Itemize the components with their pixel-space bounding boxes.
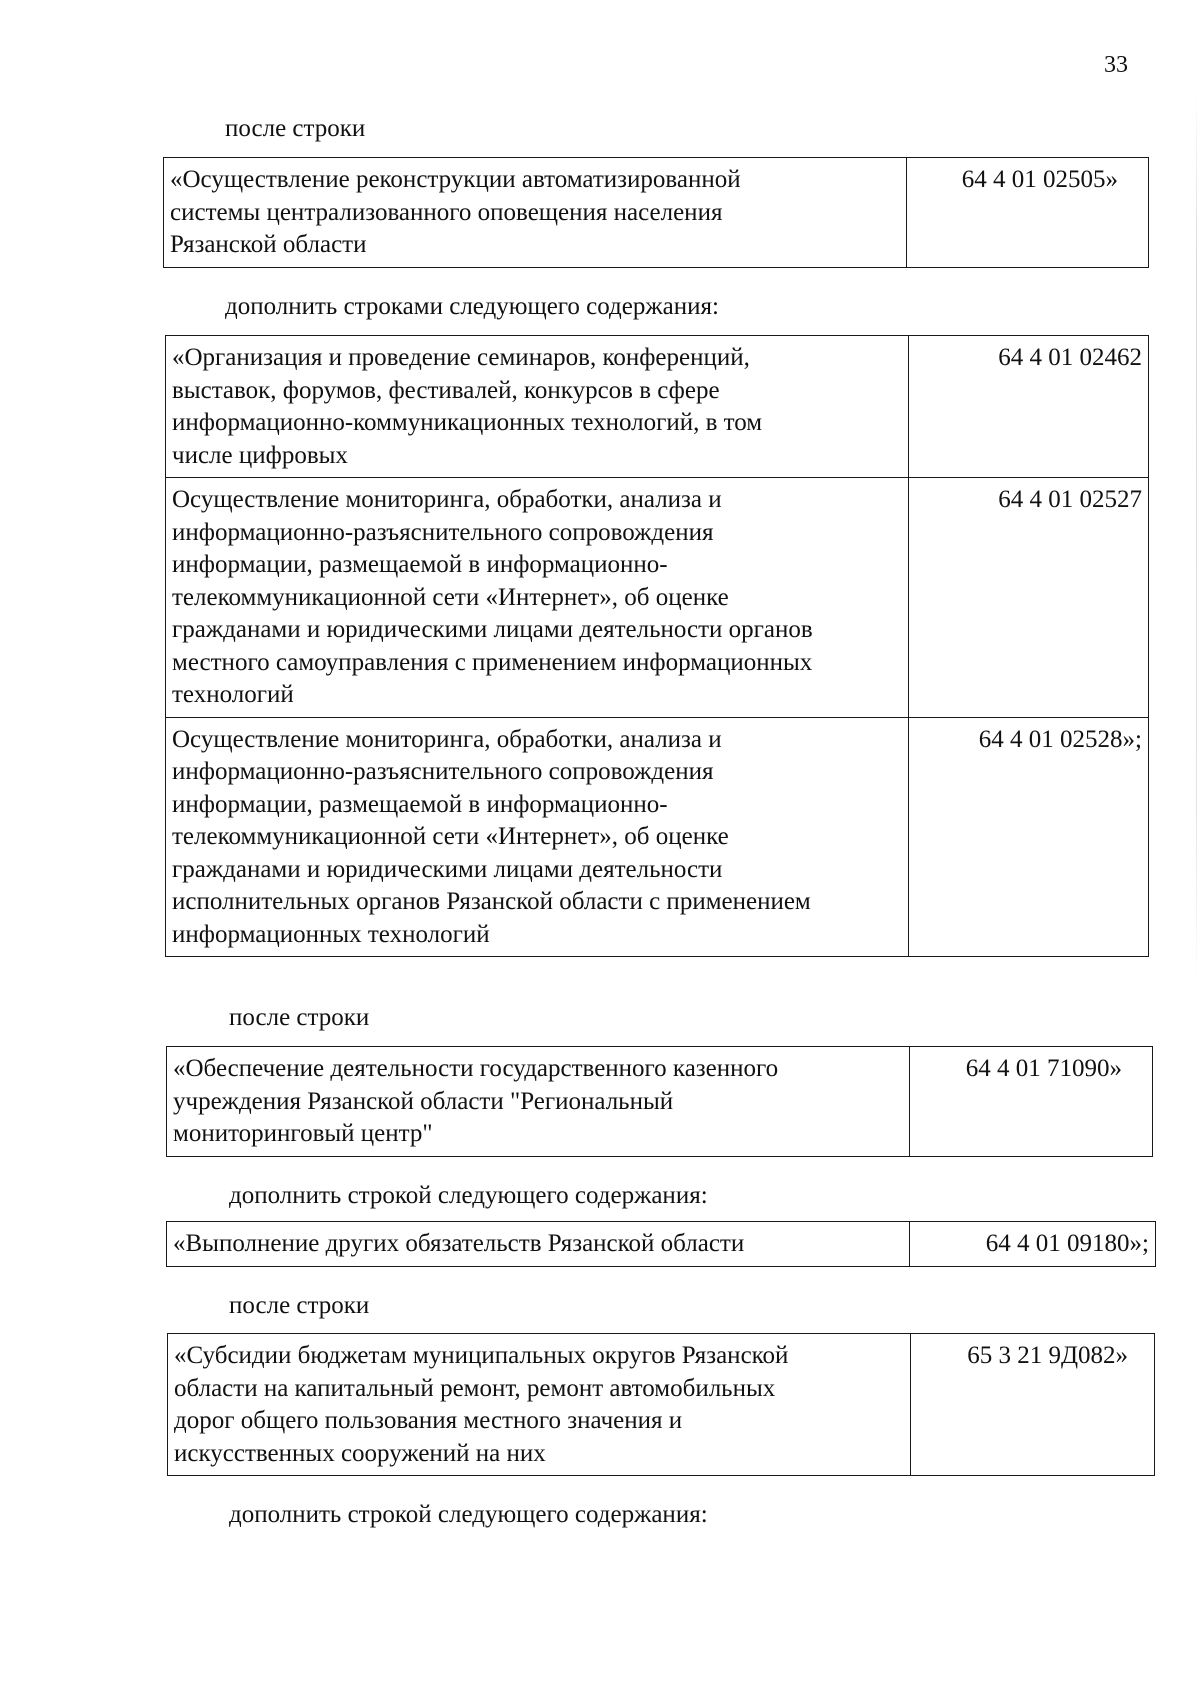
text-line: технологий [172,681,294,708]
table-cell-code: 64 4 01 02462 [909,336,1149,478]
table-cell-code: 64 4 01 02528»; [909,717,1149,957]
text-line: телекоммуникационной сети «Интернет», об оценке [172,823,729,850]
text-line: гражданами и юридическими лицами деятельности органов [172,616,813,643]
text-line: «Субсидии бюджетам муниципальных округов Рязанской [174,1342,789,1369]
text-line: области на капитальный ремонт, ремонт автомобильных [174,1374,776,1402]
table-cell-text [166,336,909,478]
table-row [167,1047,1153,1157]
text-line: информационно-разъяснительного сопровождения [172,518,714,546]
text-line: исполнительных органов Рязанской области с применением [172,888,811,915]
table-cell-text [166,717,909,957]
table-row [166,336,1149,478]
table-cell-text [164,158,907,268]
text-line: мониторинговый центр" [173,1120,433,1147]
table-cell-code: 64 4 01 02527 [909,478,1149,718]
text-line: Осуществление мониторинга, обработки, анализа и [172,486,722,513]
paragraph-after-line: после строки [225,115,366,142]
text-line: местного самоуправления с применением информационных [172,648,813,676]
table-cell-text [166,478,909,718]
text-line: информации, размещаемой в информационно- [172,551,668,578]
text-line: Осуществление мониторинга, обработки, анализа и [172,725,722,753]
page-number: 33 [1104,52,1128,78]
table-cell-text [167,1222,910,1267]
table-cell-code: 65 3 21 9Д082» [911,1334,1155,1476]
paragraph-after-line: после строки [229,1292,370,1319]
text-line: искусственных сооружений на них [174,1439,546,1467]
paragraph-add-lines: дополнить строками следующего содержания: [225,293,719,320]
table-row [168,1334,1155,1476]
table-cell-code: 64 4 01 02505» [907,158,1149,268]
table-row [167,1222,1156,1267]
text-line: «Организация и проведение семинаров, конференций, [172,344,750,371]
paragraph-add-line: дополнить строкой следующего содержания: [229,1182,708,1209]
table-block-1 [163,157,1149,268]
text-line: выставок, форумов, фестивалей, конкурсов в сфере [172,376,720,404]
text-line: информационно-коммуникационных технологий, в том [172,409,763,436]
table-cell-code: 64 4 01 71090» [910,1047,1153,1157]
text-line: гражданами и юридическими лицами деятельности [172,855,723,883]
scan-edge-shadow [1196,90,1197,990]
table-cell-code: 64 4 01 09180»; [910,1222,1156,1267]
table-block-4 [166,1221,1156,1267]
paragraph-add-line: дополнить строкой следующего содержания: [229,1501,708,1528]
text-line: Рязанской области [170,231,367,258]
text-line: учреждения Рязанской области "Региональный [173,1087,674,1115]
text-line: «Осуществление реконструкции автоматизированной [170,166,741,193]
text-line: информационных технологий [172,920,490,948]
text-line: системы централизованного оповещения населения [170,198,723,226]
text-line: дорог общего пользования местного значения и [174,1407,683,1434]
table-block-2 [165,335,1149,957]
text-line: числе цифровых [172,441,348,469]
table-row [166,717,1149,957]
text-line: информации, размещаемой в информационно- [172,790,668,818]
table-row [166,478,1149,718]
table-cell-text [167,1047,910,1157]
text-line: телекоммуникационной сети «Интернет», об оценке [172,583,729,611]
table-cell-text [168,1334,911,1476]
text-line: информационно-разъяснительного сопровождения [172,758,714,785]
text-line: «Обеспечение деятельности государственного казенного [173,1055,779,1082]
table-block-5 [167,1333,1155,1476]
text-line: «Выполнение других обязательств Рязанской области [173,1230,745,1257]
table-row [164,158,1149,268]
table-block-3 [166,1046,1153,1157]
paragraph-after-line: после строки [229,1004,370,1031]
